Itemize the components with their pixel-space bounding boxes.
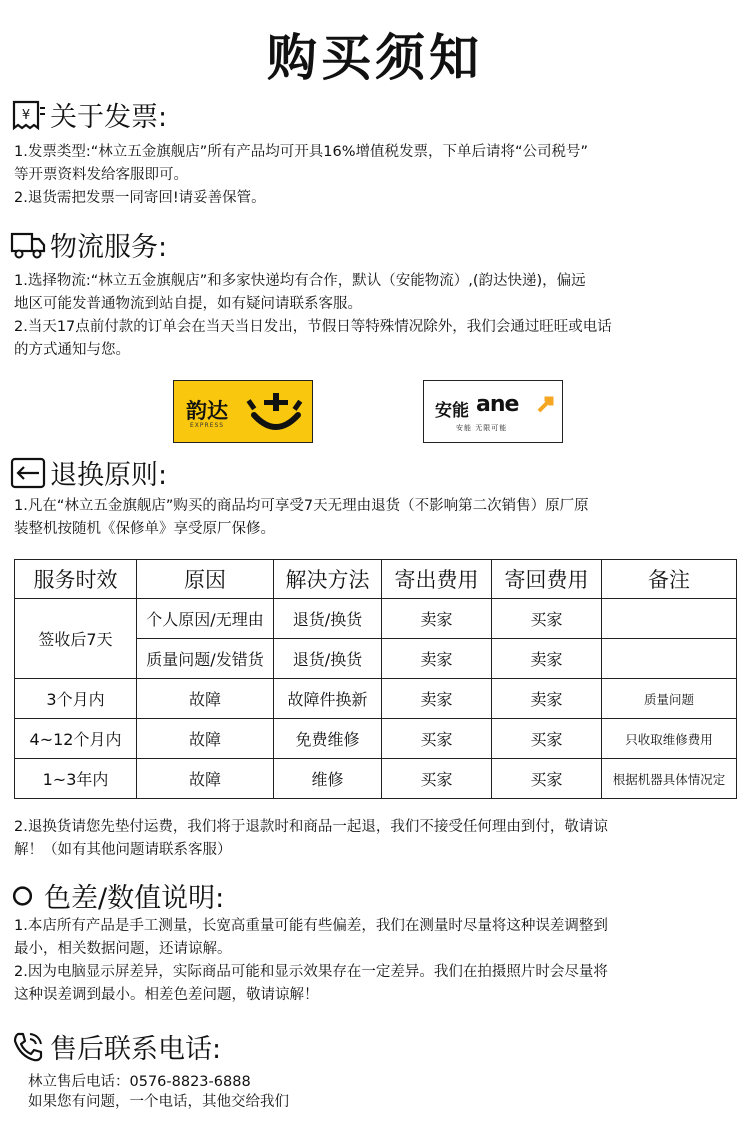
aftersale-note: 如果您有问题，一个电话，其他交给我们 — [28, 1094, 289, 1110]
table-cell — [602, 639, 737, 679]
logistics-line: 1.选择物流:“林立五金旗舰店”和多家快递均有合作，默认（安能物流）,(韵达快递)，偏远 — [14, 273, 586, 289]
ane-logo-slogan: 安能 无限可能 — [456, 424, 508, 432]
table-cell: 故障 — [137, 719, 274, 759]
aftersale-heading-row — [10, 1027, 221, 1066]
table-cell: 4~12个月内 — [15, 719, 137, 759]
invoice-text — [14, 141, 742, 210]
ane-logo-name: 安能 — [435, 401, 469, 421]
table-row — [15, 759, 737, 799]
invoice-heading: 关于发票: — [50, 102, 168, 133]
table-cell: 卖家 — [492, 639, 602, 679]
logistics-heading: 物流服务: — [50, 232, 168, 263]
table-header-row — [15, 560, 737, 599]
invoice-line: 等开票资料发给客服即可。 — [14, 167, 188, 183]
table-row — [15, 719, 737, 759]
returns-heading-row — [10, 453, 167, 492]
table-cell: 买家 — [492, 759, 602, 799]
page-title: 购买须知 — [267, 29, 483, 87]
returns-text — [14, 495, 742, 541]
ane-arrow-icon — [537, 395, 555, 413]
returns-after-line: 解！（如有其他问题请联系客服） — [14, 842, 232, 858]
table-cell: 故障 — [137, 679, 274, 719]
svg-text:¥: ¥ — [21, 107, 31, 123]
circle-icon — [10, 879, 40, 913]
table-header-cell: 服务时效 — [15, 560, 137, 599]
color-diff-line: 最小，相关数据问题，还请谅解。 — [14, 941, 232, 957]
table-cell: 免费维修 — [274, 719, 382, 759]
color-diff-line: 1.本店所有产品是手工测量，长宽高重量可能有些偏差，我们在测量时尽量将这种误差调整到 — [14, 918, 608, 934]
phone-icon — [10, 1030, 46, 1064]
table-header-cell: 原因 — [137, 560, 274, 599]
logistics-heading-row — [10, 225, 167, 264]
table-cell: 卖家 — [382, 679, 492, 719]
color-diff-text — [14, 915, 742, 1007]
table-cell: 故障件换新 — [274, 679, 382, 719]
table-cell: 故障 — [137, 759, 274, 799]
color-diff-line: 这种误差调到最小。相差色差问题，敬请谅解！ — [14, 987, 319, 1003]
color-diff-heading: 色差/数值说明: — [44, 883, 225, 914]
returns-after-text — [14, 816, 742, 862]
ane-logo — [423, 380, 563, 443]
return-arrow-icon — [10, 456, 46, 490]
aftersale-contact — [28, 1072, 289, 1112]
ane-logo-latin: ane — [476, 392, 519, 417]
aftersale-heading: 售后联系电话: — [50, 1034, 222, 1065]
table-cell — [602, 599, 737, 639]
aftersale-phone: 林立售后电话：0576-8823-6888 — [28, 1074, 251, 1090]
table-row — [15, 679, 737, 719]
color-diff-heading-row — [10, 876, 224, 915]
table-cell: 1~3年内 — [15, 759, 137, 799]
table-cell: 签收后7天 — [15, 599, 137, 679]
returns-line: 装整机按随机《保修单》享受原厂保修。 — [14, 521, 275, 537]
yunda-smile-icon — [246, 389, 306, 437]
returns-table — [14, 559, 737, 799]
returns-heading: 退换原则: — [50, 460, 168, 491]
table-cell: 买家 — [492, 599, 602, 639]
invoice-line: 2.退货需把发票一同寄回!请妥善保管。 — [14, 190, 266, 206]
table-cell: 只收取维修费用 — [602, 719, 737, 759]
table-header-cell: 备注 — [602, 560, 737, 599]
yunda-logo — [173, 380, 313, 443]
table-cell: 退货/换货 — [274, 599, 382, 639]
table-cell: 买家 — [382, 759, 492, 799]
table-cell: 维修 — [274, 759, 382, 799]
table-header-cell: 解决方法 — [274, 560, 382, 599]
invoice-line: 1.发票类型:“林立五金旗舰店”所有产品均可开具16%增值税发票，下单后请将“公司税号” — [14, 144, 588, 160]
color-diff-line: 2.因为电脑显示屏差异，实际商品可能和显示效果存在一定差异。我们在拍摄照片时会尽量将 — [14, 964, 608, 980]
truck-icon — [10, 228, 46, 262]
table-cell: 买家 — [492, 719, 602, 759]
logistics-line: 的方式通知与您。 — [14, 342, 130, 358]
returns-after-line: 2.退换货请您先垫付运费，我们将于退款时和商品一起退，我们不接受任何理由到付，敬请谅 — [14, 819, 608, 835]
logistics-line: 2.当天17点前付款的订单会在当天当日发出，节假日等特殊情况除外，我们会通过旺旺或电话 — [14, 319, 612, 335]
logistics-line: 地区可能发普通物流到站自提，如有疑问请联系客服。 — [14, 296, 362, 312]
returns-line: 1.凡在“林立五金旗舰店”购买的商品均可享受7天无理由退货（不影响第二次销售）原厂原 — [14, 498, 589, 514]
table-cell: 卖家 — [382, 599, 492, 639]
table-cell: 卖家 — [382, 639, 492, 679]
table-header-cell: 寄回费用 — [492, 560, 602, 599]
table-header-cell: 寄出费用 — [382, 560, 492, 599]
yunda-logo-name: 韵达 — [186, 399, 228, 423]
table-cell: 根据机器具体情况定 — [602, 759, 737, 799]
table-row — [15, 599, 737, 639]
table-cell: 买家 — [382, 719, 492, 759]
table-cell: 退货/换货 — [274, 639, 382, 679]
table-cell: 质量问题/发错货 — [137, 639, 274, 679]
invoice-icon — [10, 98, 46, 132]
table-cell: 质量问题 — [602, 679, 737, 719]
invoice-heading-row — [10, 95, 167, 134]
table-cell: 3个月内 — [15, 679, 137, 719]
logistics-text — [14, 270, 742, 362]
table-cell: 卖家 — [492, 679, 602, 719]
table-cell: 个人原因/无理由 — [137, 599, 274, 639]
yunda-logo-sub: EXPRESS — [190, 422, 225, 429]
